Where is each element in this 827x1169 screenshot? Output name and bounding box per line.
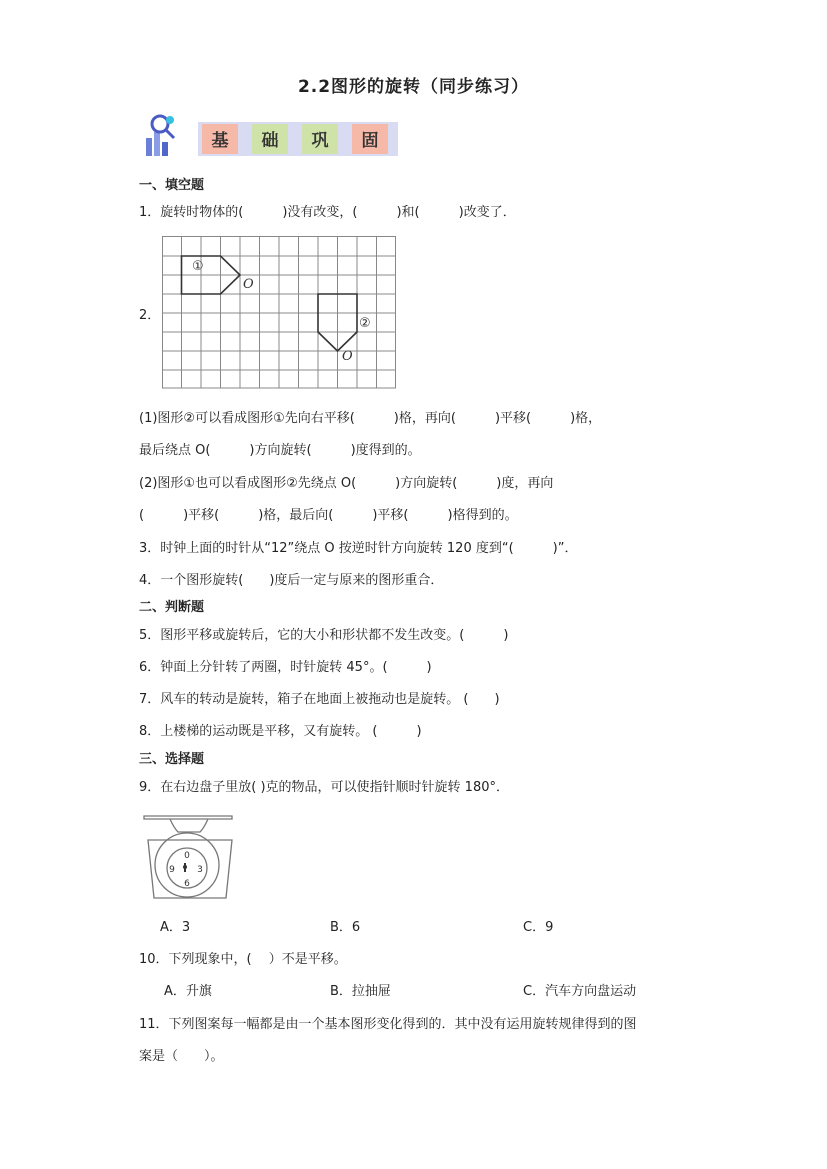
question-3: 3．时钟上面的时针从“12”绕点 O 按逆时针方向旋转 120 度到“( )”． [139, 541, 578, 556]
section-banner [140, 112, 400, 162]
question-10: 10．下列现象中，( ）不是平移。 [139, 952, 347, 967]
question-2-part2-line2: ( )平移( )格，最后向( )平移( )格得到的。 [139, 508, 518, 523]
question-5: 5．图形平移或旋转后，它的大小和形状都不发生改变。( ) [139, 628, 509, 643]
banner-char: 础 [261, 131, 279, 151]
option-9a: A．3 [160, 920, 191, 935]
question-2-part2-line1: (2)图形①也可以看成图形②先绕点 O( )方向旋转( )度，再向 [139, 476, 554, 491]
question-11-line1: 11．下列图案每一幅都是由一个基本图形变化得到的．其中没有运用旋转规律得到的图 [139, 1017, 637, 1032]
question-1: 1．旋转时物体的( )没有改变，( )和( )改变了． [139, 205, 516, 220]
point-o-label: O [243, 277, 254, 292]
option-10c: C．汽车方向盘运动 [523, 984, 637, 999]
banner-char: 固 [361, 131, 379, 151]
question-2-part1-line1: (1)图形②可以看成图形①先向右平移( )格，再向( )平移( )格， [139, 411, 602, 426]
dial-label-0: 0 [184, 851, 190, 861]
question-9: 9．在右边盘子里放( )克的物品，可以使指针顺时针旋转 180°． [139, 780, 509, 795]
question-6: 6．钟面上分针转了两圈，时针旋转 45°。( ) [139, 660, 432, 675]
option-9b: B．6 [330, 920, 361, 935]
banner-char: 巩 [311, 131, 329, 151]
question-8: 8．上楼梯的运动既是平移，又有旋转。 ( ) [139, 724, 422, 739]
question-11-line2: 案是（ ）。 [139, 1049, 224, 1064]
option-9c: C．9 [523, 920, 554, 935]
dial-label-9: 9 [169, 865, 175, 875]
page-title: 2.2图形的旋转（同步练习） [297, 77, 530, 97]
dial-label-6: 6 [184, 879, 190, 889]
dial-label-3: 3 [197, 865, 203, 875]
option-10a: A．升旗 [164, 984, 212, 999]
banner-char: 基 [211, 131, 229, 151]
option-10b: B．拉抽屉 [330, 984, 391, 999]
scale-figure [140, 810, 240, 906]
section-heading-choice: 三、选择题 [139, 752, 205, 767]
rotation-grid-figure [162, 236, 398, 394]
question-2-label: 2． [139, 308, 161, 323]
shape-2-label: ② [359, 316, 371, 331]
section-heading-judge: 二、判断题 [139, 600, 205, 615]
point-o-label: O [342, 349, 353, 364]
question-2-part1-line2: 最后绕点 O( )方向旋转( )度得到的。 [139, 443, 421, 458]
question-7: 7．风车的转动是旋转，箱子在地面上被拖动也是旋转。 ( ) [139, 692, 500, 707]
question-4: 4．一个图形旋转( )度后一定与原来的图形重合． [139, 573, 444, 588]
section-heading-fill: 一、填空题 [139, 178, 205, 193]
magnifier-icon [146, 116, 174, 156]
shape-1-label: ① [192, 259, 204, 274]
